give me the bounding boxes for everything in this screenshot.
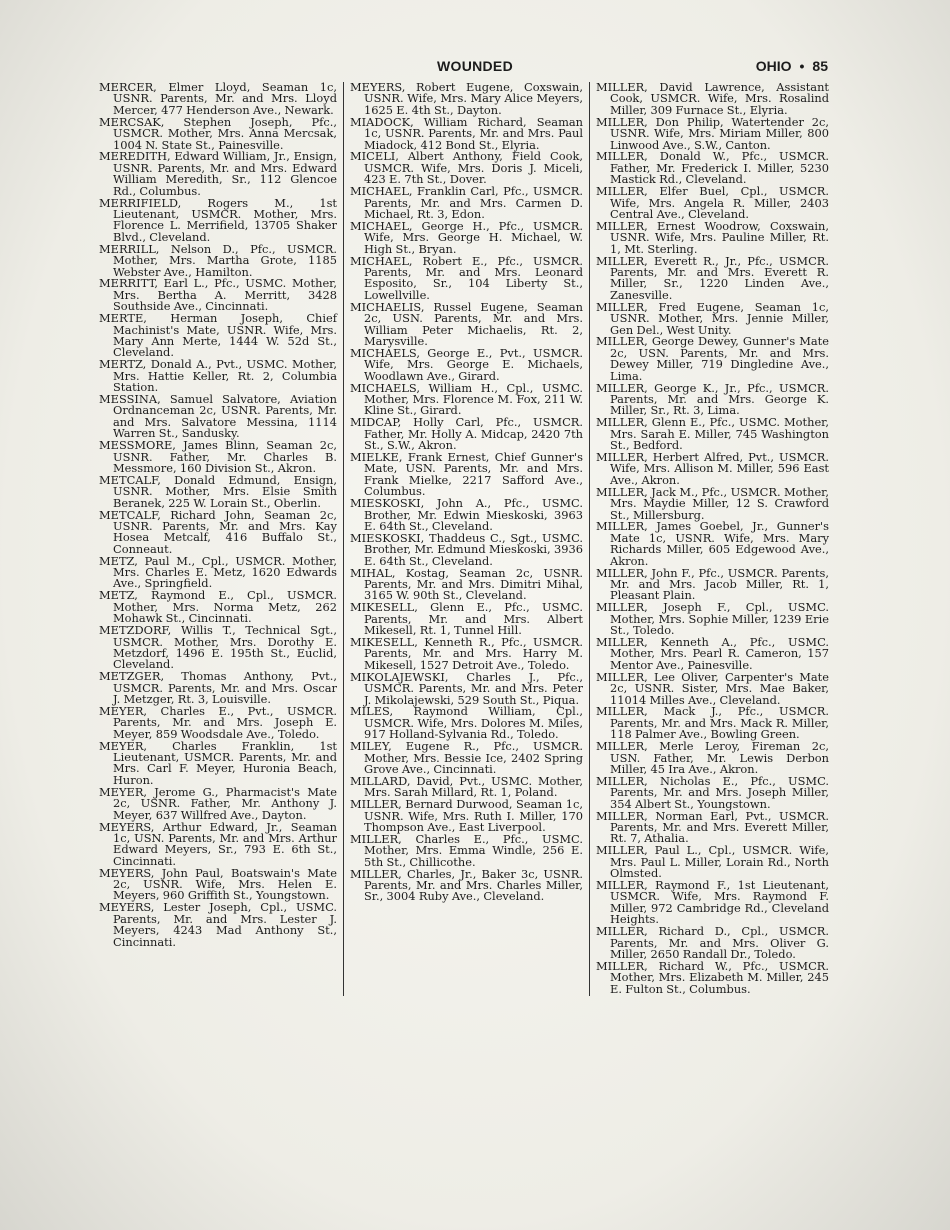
casualty-entry: MESSMORE, James Blinn, Seaman 2c, USNR. Father, Mr. Charles B. Messmore, 160 Division St., Akron.: [99, 438, 337, 475]
casualty-entry: MEREDITH, Edward William, Jr., Ensign, USNR. Parents, Mr. and Mrs. Edward William Meredith, Sr., 112 Glencoe Rd., Columbus.: [99, 149, 337, 198]
casualty-entry: MILLER, Merle Leroy, Fireman 2c, USN. Father, Mr. Lewis Derbon Miller, 45 Ira Ave., Akron.: [596, 739, 829, 776]
casualty-entry: MEYERS, John Paul, Boatswain's Mate 2c, USNR. Wife, Mrs. Helen E. Meyers, 960 Griffith St., Youngstown.: [99, 865, 337, 903]
casualty-entry: MICELI, Albert Anthony, Field Cook, USMCR. Wife, Mrs. Doris J. Miceli, 423 E. 7th St., Dover.: [350, 149, 583, 187]
casualty-entry: MERCER, Elmer Lloyd, Seaman 1c, USNR. Parents, Mr. and Mrs. Lloyd Mercer, 477 Henderson Ave., Newark.: [99, 80, 337, 117]
casualty-entry: MILLER, Fred Eugene, Seaman 1c, USNR. Mother, Mrs. Jennie Miller, Gen Del., West Unity.: [596, 299, 829, 337]
casualty-entry: METCALF, Richard John, Seaman 2c, USNR. Parents, Mr. and Mrs. Kay Hosea Metcalf, 416 Buffalo St., Conneaut.: [99, 507, 337, 556]
running-header: [756, 58, 828, 74]
casualty-entry: MILLER, Jack M., Pfc., USMCR. Mother, Mrs. Maydie Miller, 12 S. Crawford St., Millersburg.: [596, 484, 829, 522]
casualty-entry: MILEY, Eugene R., Pfc., USMCR. Mother, Mrs. Bessie Ice, 2402 Spring Grove Ave., Cincinnati.: [350, 739, 583, 776]
casualty-entry: MILLER, George Dewey, Gunner's Mate 2c, USN. Parents, Mr. and Mrs. Dewey Miller, 719 Dingledine Ave., Lima.: [596, 334, 829, 383]
casualty-entry: MEYERS, Arthur Edward, Jr., Seaman 1c, USN. Parents, Mr. and Mrs. Arthur Edward Meyers, Sr., 793 E. 6th St., Cincinnati.: [99, 819, 337, 868]
casualty-entry: MIELKE, Frank Ernest, Chief Gunner's Mate, USN. Parents, Mr. and Mrs. Frank Mielke, 2217 Safford Ave., Columbus.: [350, 450, 583, 499]
casualty-entry: MEYERS, Lester Joseph, Cpl., USMC. Parents, Mr. and Mrs. Lester J. Meyers, 4243 Mad Anthony St., Cincinnati.: [99, 900, 337, 949]
casualty-entry: METZ, Paul M., Cpl., USMCR. Mother, Mrs. Charles E. Metz, 1620 Edwards Ave., Springfield.: [99, 553, 337, 591]
casualty-entry: MERRITT, Earl L., Pfc., USMC. Mother, Mrs. Bertha A. Merritt, 3428 Southside Ave., Cincinnati.: [99, 276, 337, 314]
casualty-entry: MILLER, Elfer Buel, Cpl., USMCR. Wife, Mrs. Angela R. Miller, 2403 Central Ave., Cleveland.: [596, 184, 829, 221]
column-3: [589, 82, 835, 996]
casualty-entry: MIADOCK, William Richard, Seaman 1c, USNR. Parents, Mr. and Mrs. Paul Miadock, 412 Bond St., Elyria.: [350, 114, 583, 152]
casualty-entry: MILLER, Everett R., Jr., Pfc., USMCR. Parents, Mr. and Mrs. Everett R. Miller, Sr., 1220 Linden Ave., Zanesville.: [596, 253, 829, 302]
casualty-entry: MIESKOSKI, John A., Pfc., USMC. Brother, Mr. Edwin Mieskoski, 3963 E. 64th St., Cleveland.: [350, 496, 583, 533]
casualty-entry: MILLER, Kenneth A., Pfc., USMC. Mother, Mrs. Pearl R. Cameron, 157 Mentor Ave., Painesville.: [596, 635, 829, 672]
casualty-entry: METZGER, Thomas Anthony, Pvt., USMCR. Parents, Mr. and Mrs. Oscar J. Metzger, Rt. 3, Louisville.: [99, 669, 337, 707]
casualty-entry: METZDORF, Willis T., Technical Sgt., USMCR. Mother, Mrs. Dorothy E. Metzdorf, 1496 E. 195th St., Euclid, Cleveland.: [99, 623, 337, 672]
casualty-entry: MILLER, James Goebel, Jr., Gunner's Mate 1c, USNR. Wife, Mrs. Mary Richards Miller, 605 Edgewood Ave., Akron.: [596, 519, 829, 568]
casualty-entry: MILLER, Don Philip, Watertender 2c, USNR. Wife, Mrs. Miriam Miller, 800 Linwood Ave., S.W., Canton.: [596, 114, 829, 152]
casualty-entry: MILLARD, David, Pvt., USMC. Mother, Mrs. Sarah Millard, Rt. 1, Poland.: [350, 773, 583, 800]
casualty-entry: MIKESELL, Kenneth R., Pfc., USMCR. Parents, Mr. and Mrs. Harry M. Mikesell, 1527 Detroit Ave., Toledo.: [350, 635, 583, 672]
casualty-entry: MERRIFIELD, Rogers M., 1st Lieutenant, USMCR. Mother, Mrs. Florence L. Merrifield, 13705 Shaker Blvd., Cleveland.: [99, 195, 337, 244]
page-number: 85: [812, 58, 828, 74]
casualty-entry: MILLER, Norman Earl, Pvt., USMCR. Parents, Mr. and Mrs. Everett Miller, Rt. 7, Athalia.: [596, 808, 829, 846]
casualty-entry: MEYER, Jerome G., Pharmacist's Mate 2c, USNR. Father, Mr. Anthony J. Meyer, 637 Willfred Ave., Dayton.: [99, 784, 337, 822]
casualty-entry: MIKOLAJEWSKI, Charles J., Pfc., USMCR. Parents, Mr. and Mrs. Peter J. Mikolajewski, 529 South St., Piqua.: [350, 669, 583, 707]
casualty-list: [97, 82, 837, 996]
casualty-entry: MICHAEL, Franklin Carl, Pfc., USMCR. Parents, Mr. and Mrs. Carmen D. Michael, Rt. 3, Edon.: [350, 184, 583, 221]
casualty-entry: METZ, Raymond E., Cpl., USMCR. Mother, Mrs. Norma Metz, 262 Mohawk St., Cincinnati.: [99, 588, 337, 626]
casualty-entry: MILLER, Charles, Jr., Baker 3c, USNR. Parents, Mr. and Mrs. Charles Miller, Sr., 3004 Ruby Ave., Cleveland.: [350, 866, 583, 904]
casualty-entry: MICHAEL, George H., Pfc., USMCR. Wife, Mrs. George H. Michael, W. High St., Bryan.: [350, 218, 583, 256]
casualty-entry: MILLER, George K., Jr., Pfc., USMCR. Parents, Mr. and Mrs. George K. Miller, Sr., Rt. 3, Lima.: [596, 380, 829, 418]
casualty-entry: MILLER, Nicholas E., Pfc., USMC. Parents, Mr. and Mrs. Joseph Miller, 354 Albert St., Youngstown.: [596, 773, 829, 811]
casualty-entry: MILLER, Paul L., Cpl., USMCR. Wife, Mrs. Paul L. Miller, Lorain Rd., North Olmsted.: [596, 843, 829, 881]
casualty-entry: MILLER, David Lawrence, Assistant Cook, USMCR. Wife, Mrs. Rosalind Miller, 309 Furnace St., Elyria.: [596, 80, 829, 117]
casualty-entry: MERTZ, Donald A., Pvt., USMC. Mother, Mrs. Hattie Keller, Rt. 2, Columbia Station.: [99, 357, 337, 395]
casualty-entry: MEYER, Charles E., Pvt., USMCR. Parents, Mr. and Mrs. Joseph E. Meyer, 859 Woodsdale Ave., Toledo.: [99, 703, 337, 741]
casualty-entry: MERRILL, Nelson D., Pfc., USMCR. Mother, Mrs. Martha Grote, 1185 Webster Ave., Hamilton.: [99, 241, 337, 279]
casualty-entry: MILLER, Glenn E., Pfc., USMC. Mother, Mrs. Sarah E. Miller, 745 Washington St., Bedford.: [596, 415, 829, 453]
casualty-entry: MILLER, Richard D., Cpl., USMCR. Parents, Mr. and Mrs. Oliver G. Miller, 2650 Randall Dr., Toledo.: [596, 924, 829, 961]
column-2: [343, 82, 589, 996]
state-label: OHIO: [755, 58, 792, 74]
header-bullet: •: [799, 58, 805, 74]
casualty-entry: MICHAEL, Robert E., Pfc., USMCR. Parents, Mr. and Mrs. Leonard Esposito, Sr., 104 Liberty St., Lowellville.: [350, 253, 583, 302]
casualty-entry: METCALF, Donald Edmund, Ensign, USNR. Mother, Mrs. Elsie Smith Beranek, 225 W. Lorain St., Oberlin.: [99, 472, 337, 510]
casualty-entry: MILLER, Richard W., Pfc., USMCR. Mother, Mrs. Elizabeth M. Miller, 245 E. Fulton St., Columbus.: [596, 958, 829, 996]
casualty-entry: MILLER, Donald W., Pfc., USMCR. Father, Mr. Frederick I. Miller, 5230 Mastick Rd., Cleveland.: [596, 149, 829, 187]
casualty-entry: MILLER, Charles E., Pfc., USMC. Mother, Mrs. Emma Windle, 256 E. 5th St., Chillicothe.: [350, 831, 583, 869]
section-heading: WOUNDED: [437, 58, 513, 74]
column-1: [97, 82, 343, 996]
casualty-entry: MIHAL, Kostag, Seaman 2c, USNR. Parents, Mr. and Mrs. Dimitri Mihal, 3165 W. 90th St., Cleveland.: [350, 565, 583, 603]
casualty-entry: MIKESELL, Glenn E., Pfc., USMC. Parents, Mr. and Mrs. Albert Mikesell, Rt. 1, Tunnel Hill.: [350, 600, 583, 638]
casualty-entry: MILLER, Mack J., Pfc., USMCR. Parents, Mr. and Mrs. Mack R. Miller, 118 Palmer Ave., Bowling Green.: [596, 704, 829, 742]
casualty-entry: MILLER, Herbert Alfred, Pvt., USMCR. Wife, Mrs. Allison M. Miller, 596 East Ave., Akron.: [596, 450, 829, 487]
casualty-entry: MIESKOSKI, Thaddeus C., Sgt., USMC. Brother, Mr. Edmund Mieskoski, 3936 E. 64th St., Cleveland.: [350, 530, 583, 568]
casualty-entry: MILLER, Ernest Woodrow, Coxswain, USNR. Wife, Mrs. Pauline Miller, Rt. 1, Mt. Sterling.: [596, 218, 829, 256]
casualty-entry: MERCSAK, Stephen Joseph, Pfc., USMCR. Mother, Mrs. Anna Mercsak, 1004 N. State St., Painesville.: [99, 114, 337, 152]
casualty-entry: MESSINA, Samuel Salvatore, Aviation Ordnanceman 2c, USNR. Parents, Mr. and Mrs. Salvatore Messina, 1114 Warren St., Sandusky.: [99, 391, 337, 441]
casualty-entry: MILES, Raymond William, Cpl., USMCR. Wife, Mrs. Dolores M. Miles, 917 Holland-Sylvania Rd., Toledo.: [350, 704, 583, 742]
casualty-entry: MIDCAP, Holly Carl, Pfc., USMCR. Father, Mr. Holly A. Midcap, 2420 7th St., S.W., Akron.: [350, 415, 583, 453]
casualty-entry: MEYERS, Robert Eugene, Coxswain, USNR. Wife, Mrs. Mary Alice Meyers, 1625 E. 4th St., Dayton.: [350, 80, 583, 117]
casualty-entry: MERTE, Herman Joseph, Chief Machinist's Mate, USNR. Wife, Mrs. Mary Ann Merte, 1444 W. 52d St., Cleveland.: [99, 311, 337, 360]
casualty-entry: MICHAELS, George E., Pvt., USMCR. Wife, Mrs. George E. Michaels, Woodlawn Ave., Girard.: [350, 345, 583, 383]
casualty-entry: MICHAELIS, Russel Eugene, Seaman 2c, USN. Parents, Mr. and Mrs. William Peter Michaelis, Rt. 2, Marysville.: [350, 299, 583, 348]
casualty-entry: MILLER, Joseph F., Cpl., USMC. Mother, Mrs. Sophie Miller, 1239 Erie St., Toledo.: [596, 600, 829, 638]
casualty-entry: MILLER, Lee Oliver, Carpenter's Mate 2c, USNR. Sister, Mrs. Mae Baker, 11014 Milles Ave., Cleveland.: [596, 669, 829, 707]
casualty-entry: MILLER, John F., Pfc., USMCR. Parents, Mr. and Mrs. Jacob Miller, Rt. 1, Pleasant Plain.: [596, 565, 829, 603]
casualty-entry: MILLER, Bernard Durwood, Seaman 1c, USNR. Wife, Mrs. Ruth I. Miller, 170 Thompson Ave., East Liverpool.: [350, 797, 583, 834]
casualty-entry: MEYER, Charles Franklin, 1st Lieutenant, USMCR. Parents, Mr. and Mrs. Carl F. Meyer, Huronia Beach, Huron.: [99, 738, 337, 787]
casualty-entry: MICHAELS, William H., Cpl., USMC. Mother, Mrs. Florence M. Fox, 211 W. Kline St., Girard.: [350, 380, 583, 418]
casualty-entry: MILLER, Raymond F., 1st Lieutenant, USMCR. Wife, Mrs. Raymond F. Miller, 972 Cambridge Rd., Cleveland Heights.: [596, 878, 829, 927]
